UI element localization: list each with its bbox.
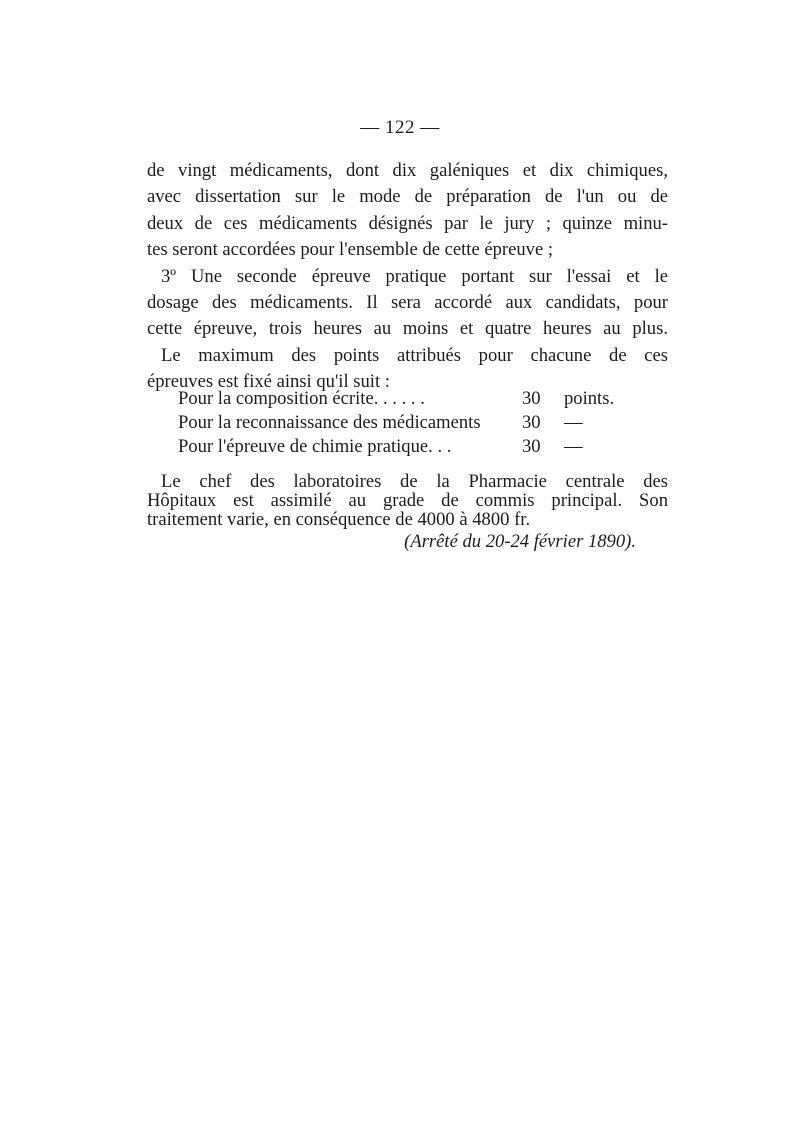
- points-value: 30: [522, 388, 541, 409]
- text-line: 3º Une seconde épreuve pratique portant sur l'essai et le: [161, 265, 668, 287]
- text-line: avec dissertation sur le mode de préparation de l'un ou de: [147, 186, 668, 208]
- text-line: traitement varie, en conséquence de 4000 à 4800 fr.: [147, 509, 531, 530]
- points-value: 30: [522, 436, 541, 457]
- points-table: [178, 387, 614, 459]
- text-line: Le maximum des points attribués pour chacune de ces: [161, 344, 668, 366]
- paragraph-seconde-epreuve: [147, 264, 668, 343]
- text-line: tes seront accordées pour l'ensemble de cette épreuve ;: [147, 239, 554, 261]
- body-text: [147, 158, 668, 396]
- text-line: deux de ces médicaments désignés par le jury ; quinze minu-: [147, 212, 668, 234]
- points-unit: —: [564, 412, 583, 433]
- paragraph-medicaments: [147, 158, 668, 264]
- points-label: Pour la composition écrite. . . . . .: [178, 388, 425, 409]
- points-value: 30: [522, 412, 541, 433]
- text-line: Le chef des laboratoires de la Pharmacie centrale des: [161, 471, 668, 492]
- text-line: de vingt médicaments, dont dix galéniques et dix chimiques,: [147, 160, 668, 181]
- text-line: Hôpitaux est assimilé au grade de commis principal. Son: [147, 490, 668, 511]
- page-number: — 122 —: [360, 117, 440, 138]
- points-unit: —: [564, 436, 583, 457]
- text-line: dosage des médicaments. Il sera accordé aux candidats, pour: [147, 292, 668, 314]
- text-line: cette épreuve, trois heures au moins et quatre heures au plus.: [147, 318, 668, 340]
- paragraph-chef-laboratoires: [147, 472, 668, 529]
- points-row: [178, 387, 614, 411]
- points-label: Pour la reconnaissance des médicaments: [178, 412, 481, 433]
- points-unit: points.: [564, 388, 615, 409]
- citation: (Arrêté du 20-24 février 1890).: [404, 531, 636, 552]
- points-row: [178, 411, 614, 435]
- text-line: épreuves est fixé ainsi qu'il suit :: [147, 371, 390, 393]
- points-row: [178, 435, 614, 459]
- points-label: Pour l'épreuve de chimie pratique. . .: [178, 436, 452, 457]
